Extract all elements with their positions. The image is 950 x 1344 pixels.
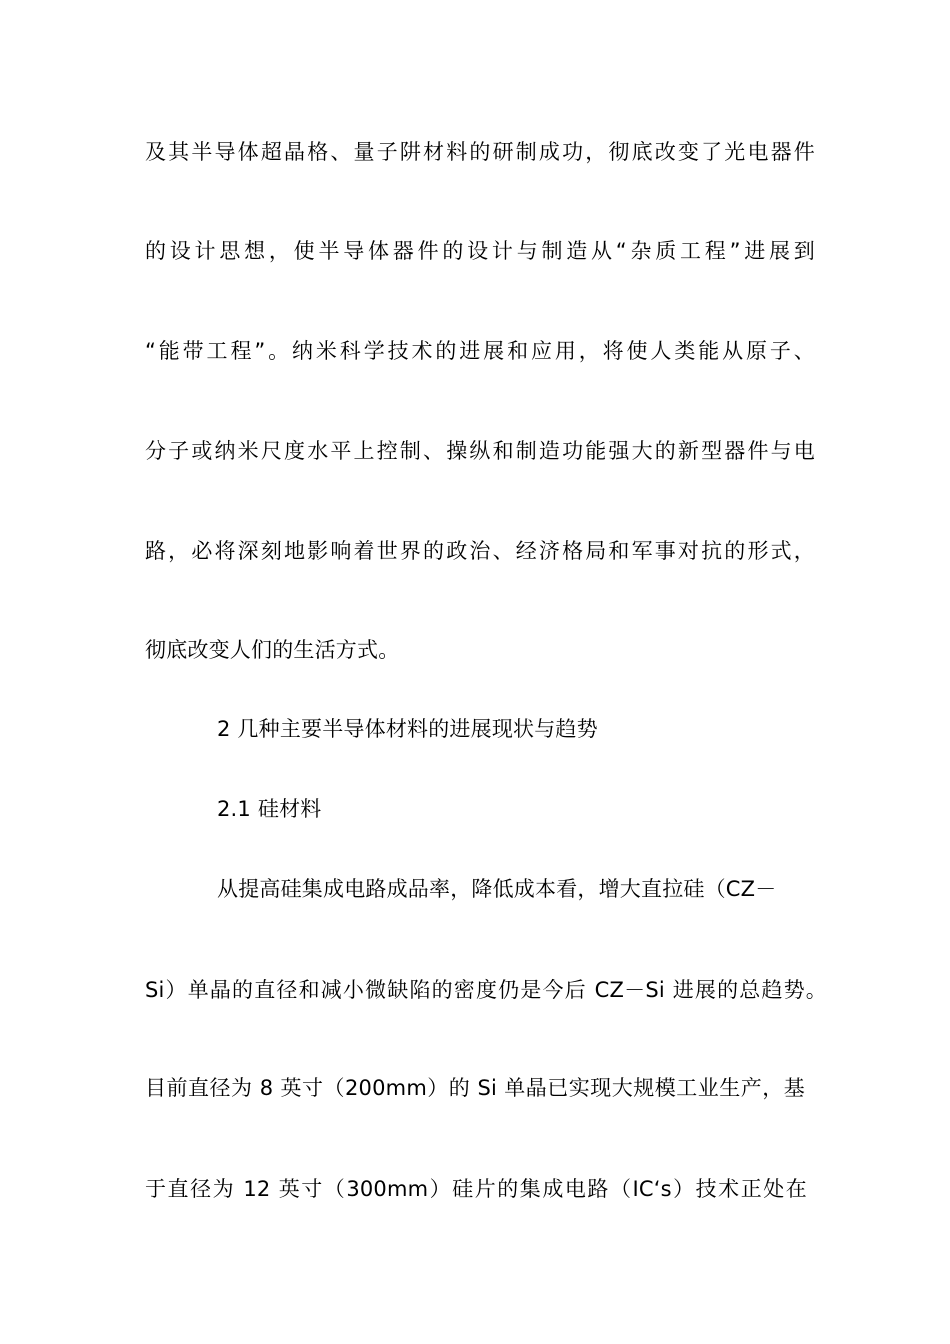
paragraph-line-3: “能带工程”。纳米科学技术的进展和应用，将使人类能从原子、	[145, 339, 815, 363]
paragraph2-line-1: 从提高硅集成电路成品率，降低成本看，增大直拉硅（CZ－	[217, 877, 777, 901]
paragraph-line-4: 分子或纳米尺度水平上控制、操纵和制造功能强大的新型器件与电	[145, 439, 815, 463]
paragraph-line-2: 的设计思想，使半导体器件的设计与制造从“杂质工程”进展到	[145, 239, 815, 263]
paragraph-line-1: 及其半导体超晶格、量子阱材料的研制成功，彻底改变了光电器件	[145, 140, 815, 164]
subsection-heading: 2.1 硅材料	[217, 797, 322, 821]
paragraph2-line-4: 于直径为 12 英寸（300mm）硅片的集成电路（IC‘s）技术正处在	[145, 1177, 807, 1201]
paragraph-line-6: 彻底改变人们的生活方式。	[145, 638, 400, 662]
paragraph2-line-2: Si）单晶的直径和减小微缺陷的密度仍是今后 CZ－Si 进展的总趋势。	[145, 978, 827, 1002]
paragraph-line-5: 路，必将深刻地影响着世界的政治、经济格局和军事对抗的形式，	[145, 539, 815, 563]
paragraph2-line-3: 目前直径为 8 英寸（200mm）的 Si 单晶已实现大规模工业生产，基	[145, 1076, 805, 1100]
section-heading: 2 几种主要半导体材料的进展现状与趋势	[217, 717, 598, 741]
